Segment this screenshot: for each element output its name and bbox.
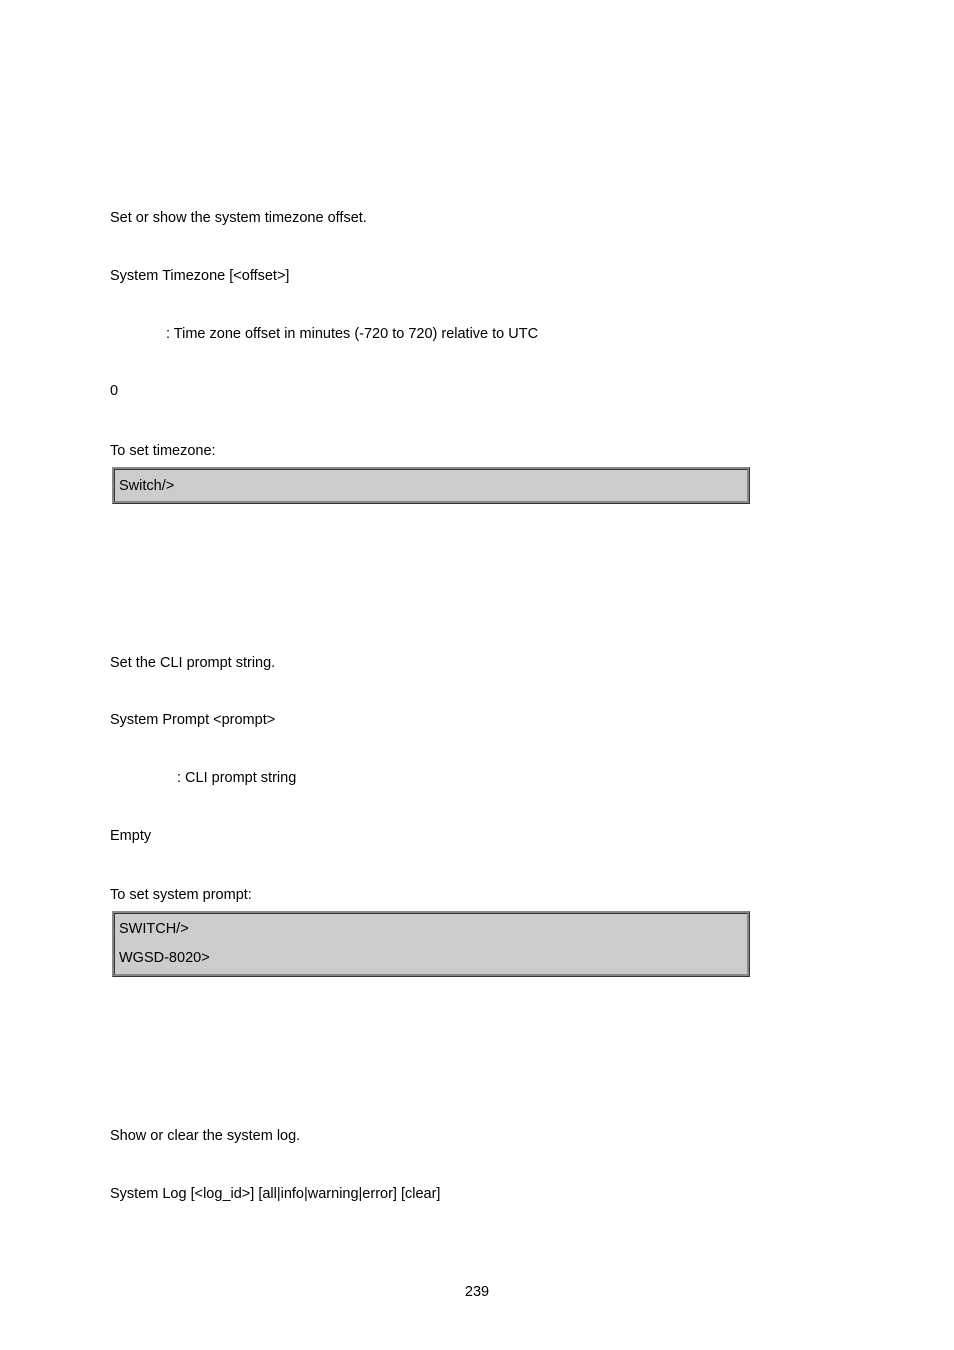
- timezone-parameter: : Time zone offset in minutes (-720 to 720) relative to UTC: [166, 326, 539, 342]
- code-line: WGSD-8020>: [119, 950, 210, 966]
- timezone-example-intro: To set timezone:: [110, 443, 216, 459]
- code-line: Switch/>: [119, 478, 175, 494]
- timezone-default: 0: [110, 383, 119, 399]
- timezone-syntax: System Timezone [<offset>]: [110, 268, 290, 284]
- page-number: 239: [464, 1284, 490, 1300]
- prompt-example-box: [112, 911, 750, 977]
- timezone-description: Set or show the system timezone offset.: [110, 210, 367, 226]
- prompt-syntax: System Prompt <prompt>: [110, 712, 276, 728]
- prompt-description: Set the CLI prompt string.: [110, 655, 276, 671]
- prompt-default: Empty: [110, 828, 152, 844]
- prompt-example-intro: To set system prompt:: [110, 887, 252, 903]
- log-description: Show or clear the system log.: [110, 1128, 301, 1144]
- timezone-example-box: [112, 467, 750, 504]
- log-syntax: System Log [<log_id>] [all|info|warning|error] [clear]: [110, 1186, 441, 1202]
- prompt-parameter: : CLI prompt string: [177, 770, 297, 786]
- code-line: SWITCH/>: [119, 921, 189, 937]
